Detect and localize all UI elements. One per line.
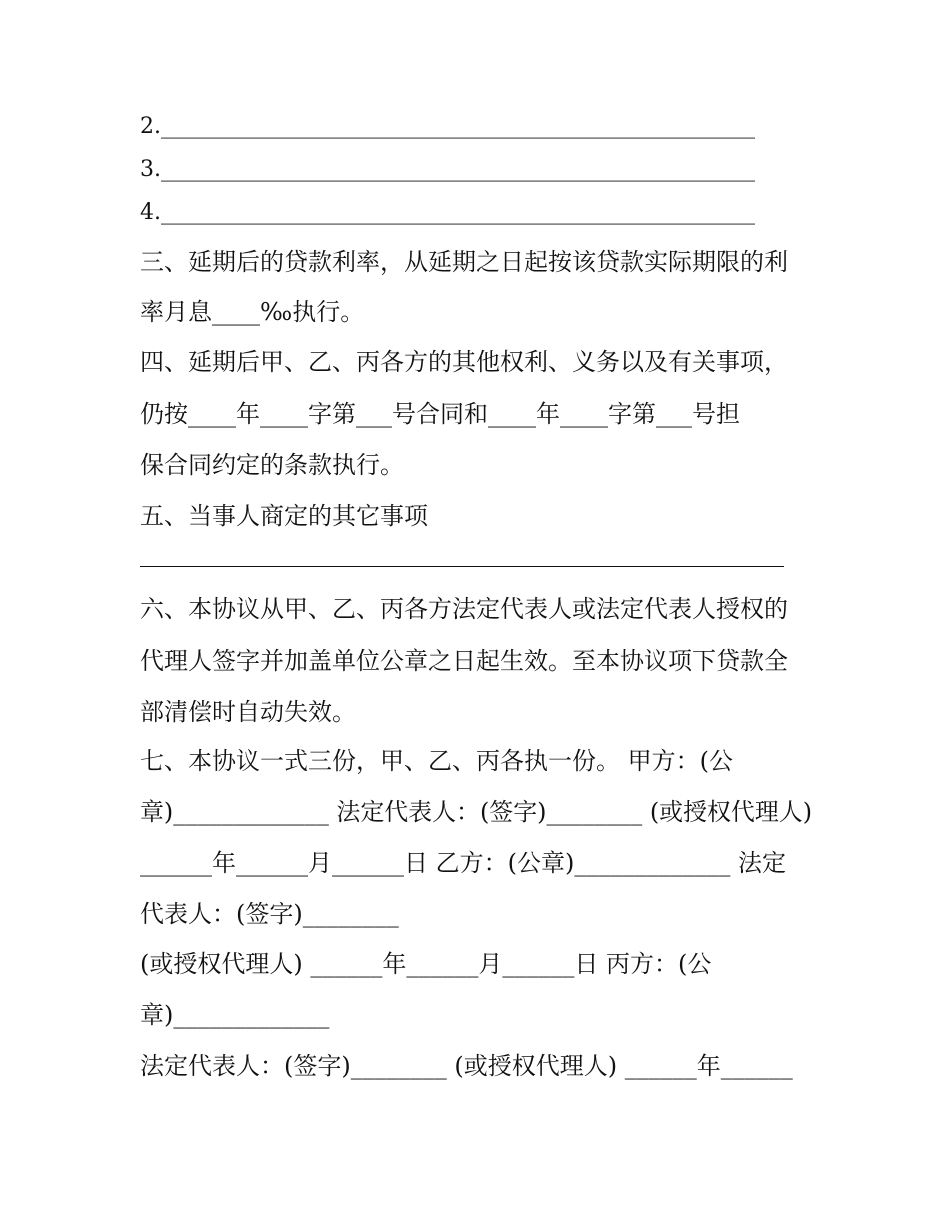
- clause-7-line-1: 七、本协议一式三份，甲、乙、丙各执一份。 甲方：(公: [140, 747, 733, 775]
- signature-line-5: 章)_____________: [140, 1001, 330, 1029]
- signature-line-2: ______年______月______日 乙方：(公章)_____________ 法定: [140, 849, 786, 877]
- clause-6-line-3: 部清偿时自动失效。: [140, 698, 356, 726]
- clause-4-line-3: 保合同约定的条款执行。: [140, 451, 404, 479]
- clause-4-line-2: 仍按____年____字第___号合同和____年____字第___号担: [140, 400, 740, 428]
- clause-6-line-2: 代理人签字并加盖单位公章之日起生效。至本协议项下贷款全: [140, 647, 788, 675]
- clause-3-line-1: 三、延期后的贷款利率，从延期之日起按该贷款实际期限的利: [140, 248, 788, 276]
- blank-item-2: 2.______________________________________________________: [140, 114, 755, 139]
- clause-5-blank-line: [140, 566, 784, 567]
- signature-line-4: (或授权代理人) ______年______月______日 丙方：(公: [140, 950, 712, 978]
- clause-3-line-2: 率月息____‰执行。: [140, 298, 365, 326]
- clause-6-line-1: 六、本协议从甲、乙、丙各方法定代表人或法定代表人授权的: [140, 595, 788, 623]
- blank-item-4: 4.______________________________________________________: [140, 200, 755, 225]
- clause-5-heading: 五、当事人商定的其它事项: [140, 502, 428, 530]
- signature-line-1: 章)_____________ 法定代表人：(签字)________ (或授权代理人): [140, 798, 813, 826]
- signature-line-6: 法定代表人：(签字)________ (或授权代理人) ______年______: [140, 1052, 793, 1080]
- signature-line-3: 代表人：(签字)________: [140, 900, 399, 928]
- blank-item-3: 3.______________________________________________________: [140, 157, 755, 182]
- clause-4-line-1: 四、延期后甲、乙、丙各方的其他权利、义务以及有关事项，: [140, 348, 788, 376]
